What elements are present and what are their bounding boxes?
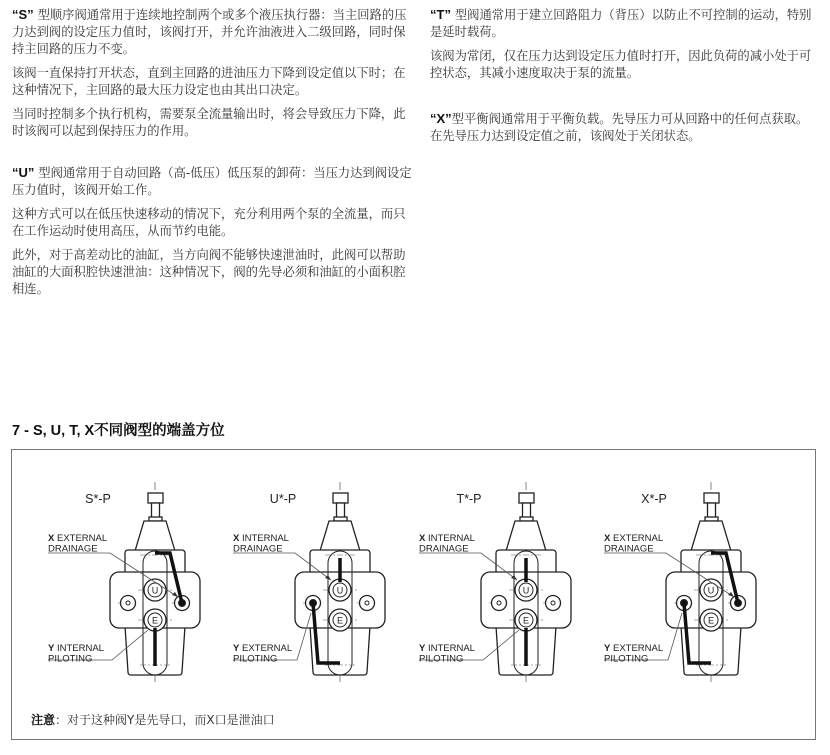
adjust-cap bbox=[333, 493, 348, 503]
valve-bonnet bbox=[691, 521, 731, 551]
valve-type-label: S*-P bbox=[85, 492, 111, 506]
adjust-cap bbox=[704, 493, 719, 503]
port-lower-label: E bbox=[707, 615, 715, 626]
y-port-label-line2: PILOTING bbox=[233, 653, 278, 665]
valve-u bbox=[233, 482, 385, 683]
x-port-label bbox=[419, 533, 475, 544]
adjust-stem bbox=[708, 503, 716, 518]
u-type-paragraph-3: 此外，对于高差动比的油缸，当方向阀不能够快速泄油时，此阀可以帮助油缸的大面积腔快速泄油：这种情况下，阀的先导必须和油缸的小面积腔相连。 bbox=[12, 248, 406, 296]
right-side-port bbox=[360, 596, 375, 611]
label-word: INTERNAL bbox=[239, 533, 289, 544]
footnote bbox=[31, 711, 275, 728]
label-word: INTERNAL bbox=[54, 643, 104, 654]
label-letter: X bbox=[604, 533, 611, 544]
y-port-label-line2: PILOTING bbox=[48, 653, 93, 665]
u-tag: “U” bbox=[12, 165, 35, 180]
note-text: ：对于这种阀Y是先导口，而X口是泄油口 bbox=[55, 713, 275, 727]
y-port-label bbox=[419, 643, 475, 654]
valve-bonnet bbox=[135, 521, 175, 551]
label-letter: X bbox=[419, 533, 426, 544]
t-text-1: 型阀通常用于建立回路阻力（背压）以防止不可控制的运动，特别是延时载荷。 bbox=[430, 8, 812, 39]
label-letter: Y bbox=[419, 643, 426, 654]
u-type-paragraph-2: 这种方式可以在低压快速移动的情况下，充分利用两个泵的全流量，而只在工作运动时使用高压，从而节约电能。 bbox=[12, 207, 406, 238]
x-tag: “X” bbox=[430, 111, 452, 126]
section-title: 7 - S, U, T, X不同阀型的端盖方位 bbox=[12, 423, 225, 439]
port-upper-label: U bbox=[522, 585, 530, 596]
x-port-label bbox=[233, 533, 289, 544]
label-word: INTERNAL bbox=[425, 643, 475, 654]
valve-bonnet bbox=[506, 521, 546, 551]
left-side-port bbox=[121, 596, 136, 611]
y-port-label bbox=[233, 643, 292, 654]
adjust-stem bbox=[523, 503, 531, 518]
x-port-label-line2: DRAINAGE bbox=[419, 543, 469, 555]
y-port-label bbox=[604, 643, 663, 654]
note-label: 注意 bbox=[31, 713, 56, 727]
adjust-cap bbox=[148, 493, 163, 503]
x-text-1: 型平衡阀通常用于平衡负载。先导压力可从回路中的任何点获取。在先导压力达到设定值之前，该阀处于关闭状态。 bbox=[430, 112, 809, 143]
label-letter: Y bbox=[233, 643, 240, 654]
y-port-label-line2: PILOTING bbox=[604, 653, 649, 665]
x-port-label bbox=[604, 533, 663, 544]
port-upper-label: U bbox=[707, 585, 715, 596]
t-type-paragraph-2: 该阀为常闭，仅在压力达到设定压力值时打开，因此负荷的减小处于可控状态，其减小速度取决于泵的流量。 bbox=[430, 49, 812, 80]
x-port-label-line2: DRAINAGE bbox=[48, 543, 98, 555]
valve-type-label: U*-P bbox=[269, 492, 297, 506]
adjust-stem bbox=[337, 503, 345, 518]
valve-bonnet bbox=[320, 521, 360, 551]
port-upper-label: U bbox=[336, 585, 344, 596]
label-letter: X bbox=[233, 533, 240, 544]
s-text-1: 型顺序阀通常用于连续地控制两个或多个液压执行器：当主回路的压力达到阀的设定压力值时，该阀打开，并允许油液进入二级回路，同时保持主回路的压力不变。 bbox=[12, 8, 407, 56]
label-word: EXTERNAL bbox=[610, 643, 664, 654]
valve-type-label: X*-P bbox=[641, 492, 667, 506]
s-tag: “S” bbox=[12, 7, 34, 22]
valve-type-label: T*-P bbox=[456, 492, 482, 506]
u-text-1: 型阀通常用于自动回路（高-低压）低压泵的卸荷：当压力达到阀设定压力值时，该阀开始工作。 bbox=[12, 166, 412, 197]
valve-t bbox=[419, 482, 571, 683]
x-port-label bbox=[48, 533, 107, 544]
s-type-paragraph-2: 该阀一直保持打开状态，直到主回路的进油压力下降到设定值以下时；在这种情况下，主回路的最大压力设定也由其出口决定。 bbox=[12, 66, 406, 97]
right-side-port bbox=[546, 596, 561, 611]
valve-s bbox=[48, 482, 200, 683]
label-word: EXTERNAL bbox=[610, 533, 664, 544]
x-port-label-line2: DRAINAGE bbox=[604, 543, 654, 555]
left-side-port bbox=[492, 596, 507, 611]
t-tag: “T” bbox=[430, 7, 451, 22]
lower-block bbox=[681, 626, 741, 675]
x-port-label-line2: DRAINAGE bbox=[233, 543, 283, 555]
label-letter: X bbox=[48, 533, 55, 544]
label-letter: Y bbox=[48, 643, 55, 654]
label-word: INTERNAL bbox=[425, 533, 475, 544]
port-lower-label: E bbox=[151, 615, 159, 626]
port-upper-label: U bbox=[151, 585, 159, 596]
adjust-cap bbox=[519, 493, 534, 503]
adjust-stem bbox=[152, 503, 160, 518]
lower-block bbox=[310, 626, 370, 675]
port-lower-label: E bbox=[522, 615, 530, 626]
port-lower-label: E bbox=[336, 615, 344, 626]
label-word: EXTERNAL bbox=[54, 533, 108, 544]
s-type-paragraph-3: 当同时控制多个执行机构，需要泵全流量输出时，将会导致压力下降，此时该阀可以起到保持压力的作用。 bbox=[12, 107, 406, 138]
label-letter: Y bbox=[604, 643, 611, 654]
valve-x bbox=[604, 482, 756, 683]
y-port-label-line2: PILOTING bbox=[419, 653, 464, 665]
label-word: EXTERNAL bbox=[239, 643, 293, 654]
y-port-label bbox=[48, 643, 104, 654]
